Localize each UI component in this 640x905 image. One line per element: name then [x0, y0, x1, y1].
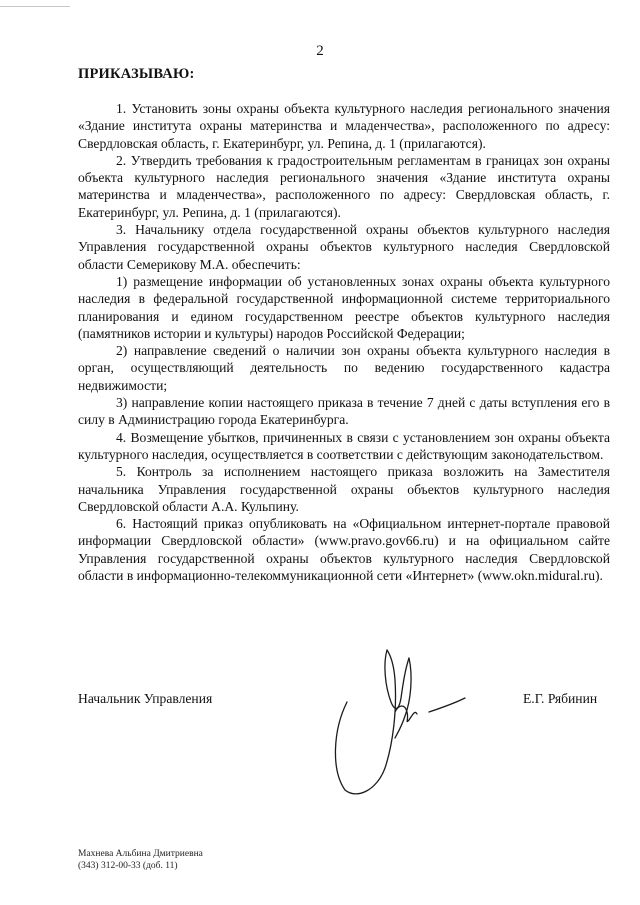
order-heading: ПРИКАЗЫВАЮ:: [78, 66, 195, 82]
executor-name: Махнева Альбина Дмитриевна: [78, 849, 203, 859]
subparagraph-3-2: 2) направление сведений о наличии зон охраны объекта культурного наследия в орган, осуществляющий деятельность по ведению государственного кадастра недвижимости;: [78, 343, 610, 393]
page-number: 2: [316, 43, 324, 59]
subparagraph-3-3: 3) направление копии настоящего приказа в течение 7 дней с даты вступления его в силу в Администрацию города Екатеринбурга.: [78, 395, 610, 428]
paragraph-item-5: 5. Контроль за исполнением настоящего приказа возложить на Заместителя начальника Управления государственной охраны объектов культурного наследия Свердловской области А.А. Кульпину.: [78, 464, 610, 514]
paragraph-item-6: 6. Настоящий приказ опубликовать на «Официальном интернет-портале правовой информации Свердловской области» (www.pravo.gov66.ru) и на официальном сайте Управления государственной охраны объектов культурного наследия Свердловской области в информационно-телекоммуникационной сети «Интернет» (www.okn.midural.ru).: [78, 516, 610, 584]
paragraph-item-3: 3. Начальнику отдела государственной охраны объектов культурного наследия Управления государственной охраны объектов культурного наследия Свердловской области Семерикову М.А. обеспечить:: [78, 222, 610, 272]
scan-edge-mark: [0, 0, 70, 7]
paragraph-item-2: 2. Утвердить требования к градостроительным регламентам в границах зон охраны объекта культурного наследия регионального значения «Здание института охраны материнства и младенчества», расположенного по адресу: Свердловская область, г. Екатеринбург, ул. Репина, д. 1 (прилагаются).: [78, 152, 610, 220]
handwritten-signature: [325, 640, 470, 800]
paragraph-item-4: 4. Возмещение убытков, причиненных в связи с установлением зон охраны объекта культурного наследия, осуществляется в соответствии с действующим законодательством.: [78, 429, 610, 462]
signatory-name: Е.Г. Рябинин: [523, 691, 598, 706]
signatory-title: Начальник Управления: [78, 691, 213, 706]
subparagraph-3-1: 1) размещение информации об установленных зонах охраны объекта культурного наследия в федеральной государственной информационной системе территориального планирования и едином государственном реестре объектов культурного наследия (памятников истории и культуры) народов Российской Федерации;: [78, 273, 610, 341]
order-body: [78, 100, 610, 584]
paragraph-item-1: 1. Установить зоны охраны объекта культурного наследия регионального значения «Здание института охраны материнства и младенчества», расположенного по адресу: Свердловская область, г. Екатеринбург, ул. Репина, д. 1 (прилагаются).: [78, 101, 610, 151]
executor-footer: [78, 848, 203, 872]
executor-phone: (343) 312-00-33 (доб. 11): [78, 861, 178, 871]
